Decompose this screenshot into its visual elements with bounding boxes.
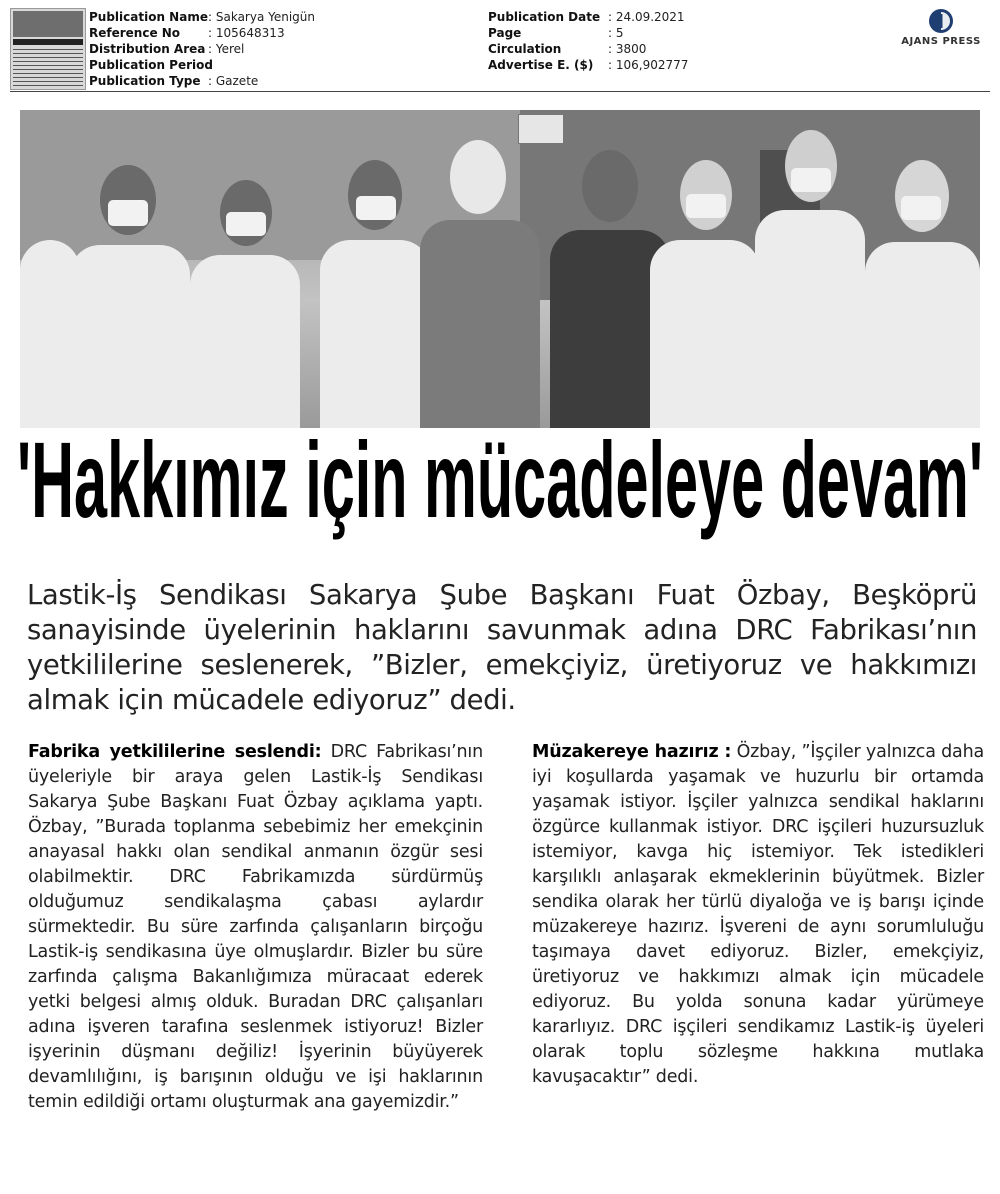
meta-row [488, 9, 688, 25]
thumbnail-text [13, 49, 83, 87]
ajans-press-icon [928, 8, 954, 34]
meta-label: Advertise E. ($) [488, 58, 594, 72]
photo-person [70, 165, 190, 428]
column-subheading: Müzakereye hazırız : [532, 742, 732, 762]
meta-value: : 106,902777 [608, 57, 688, 73]
meta-label: Page [488, 26, 522, 40]
meta-value: : Sakarya Yenigün [208, 9, 315, 25]
meta-row [89, 41, 315, 57]
column-body: Özbay, ”İşçiler yalnızca daha iyi koşullarda yaşamak ve huzurlu bir ortamda yaşamak istiyor. İşçiler yalnızca sendikal haklarını özgürce kullanmak istiyor. DRC işçileri huzursuzluk istemiyor, kavga hiç istemiyor. Tek istedikleri karşılıklı anlaşarak ekmeklerinin büyütmek. Bizler sendika olarak her türlü diyaloğa ve iş barışı içinde müzakereye hazırız. İşvereni de aynı sorumluluğu taşımaya davet ediyoruz. Bizler, emekçiyiz, üretiyoruz ve hakkımızı almak için mücadele ediyoruz. Bu yolda sonuna kadar yürümeye kararlıyız. DRC işçileri sendikamız Lastik-iş üyeleri olarak toplu sözleşme hakkına mutlaka kavuşacaktır” dedi. [532, 742, 984, 1087]
photo-person [320, 160, 430, 428]
meta-value: : Yerel [208, 41, 244, 57]
ajans-press-logo [892, 8, 990, 52]
clipping-header [0, 0, 1000, 92]
meta-label: Circulation [488, 42, 562, 56]
meta-label: Publication Type [89, 74, 201, 88]
meta-value: : Gazete [208, 73, 258, 89]
meta-row [89, 57, 315, 73]
article-lead: Lastik-İş Sendikası Sakarya Şube Başkanı Fuat Özbay, Beşköprü sanayisinde üyelerinin haklarını savunmak adına DRC Fabrikası’nın yetkililerine seslenerek, ”Bizler, emekçiyiz, üretiyoruz ve hakkımızı almak için mücadele ediyoruz” dedi. [27, 579, 977, 716]
thumbnail-photo [13, 11, 83, 37]
meta-value: : 3800 [608, 41, 646, 57]
logo-text: AJANS PRESS [901, 36, 981, 47]
article-headline: 'Hakkımız için mücadeleye devam' [17, 419, 983, 540]
column-body: DRC Fabrikası’nın üyeleriyle bir araya gelen Lastik-İş Sendikası Sakarya Şube Başkanı Fuat Özbay açıklama yaptı. Özbay, ”Burada toplanma sebebimiz her emekçinin anayasal hakkı olan sendikal anmanın özgür sesi olabilmektir. DRC Fabrikamızda sürdürmüş olduğumuz sendikalaşma çabası aylardır sürmektedir. Bu süre zarfında çalışanların birçoğu Lastik-iş sendikasına üye olmuşlardır. Bizler bu süre zarfında çalışma Bakanlığımıza müracaat ederek yetki belgesi almış olduk. Buradan DRC çalışanları adına işveren tarafına seslenmek istiyoruz! Bizler işyerinin düşmanı değiliz! İşyerinin büyüyerek devamlılığını, iş barışının olduğu ve işi haklarının temin edildiği ortamı oluşturmak ana gayemizdir.” [28, 742, 483, 1112]
meta-label: Publication Period [89, 58, 213, 72]
page-thumbnail[interactable] [10, 8, 86, 90]
meta-value [208, 57, 212, 73]
meta-row [89, 25, 315, 41]
photo-person [865, 160, 980, 428]
photo-person [755, 130, 865, 428]
meta-label: Reference No [89, 26, 181, 40]
meta-row [488, 57, 688, 73]
meta-row [488, 25, 688, 41]
header-divider [10, 91, 990, 92]
headline-container [18, 420, 982, 538]
article-column-right [532, 740, 984, 1090]
meta-row [488, 41, 688, 57]
thumbnail-title [13, 39, 83, 45]
meta-value: : 5 [608, 25, 624, 41]
meta-value: : 105648313 [208, 25, 285, 41]
meta-row [89, 73, 315, 89]
meta-row [89, 9, 315, 25]
meta-label: Publication Date [488, 10, 601, 24]
meta-label: Distribution Area [89, 42, 206, 56]
publication-meta-right [488, 9, 688, 73]
article-column-left [28, 740, 483, 1115]
publication-meta-left [89, 9, 315, 89]
column-subheading: Fabrika yetkililerine seslendi: [28, 742, 322, 762]
meta-label: Publication Name [89, 10, 208, 24]
photo-person [650, 160, 760, 428]
article-photo[interactable] [20, 110, 980, 428]
meta-value: : 24.09.2021 [608, 9, 685, 25]
photo-person [420, 140, 540, 428]
photo-person [190, 180, 300, 428]
